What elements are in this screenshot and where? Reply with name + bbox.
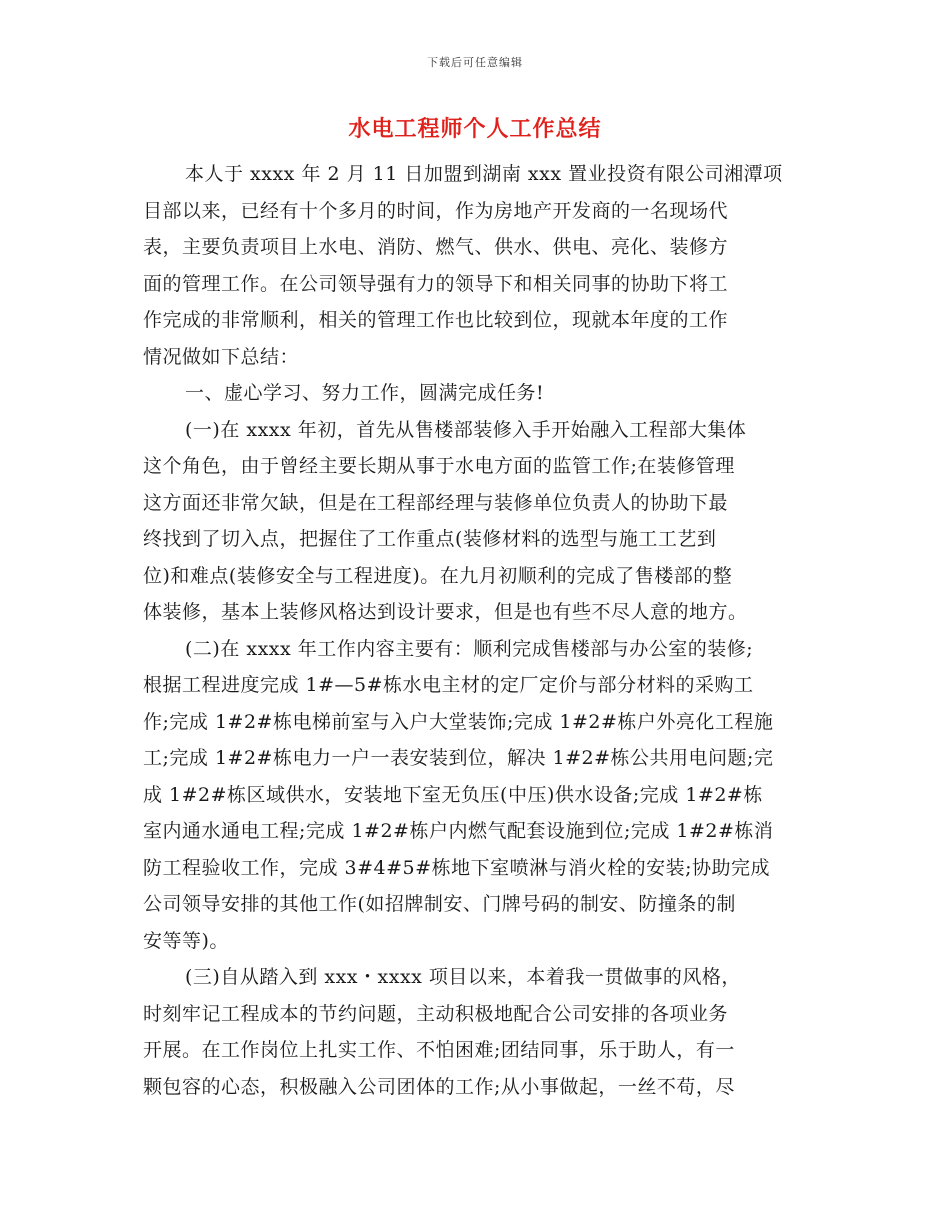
document-title: 水电工程师个人工作总结 xyxy=(348,116,602,142)
text-line: 根据工程进度完成 1#—5#栋水电主材的定厂定价与部分材料的采购工 xyxy=(143,674,754,696)
text-line: 作完成的非常顺利，相关的管理工作也比较到位，现就本年度的工作 xyxy=(143,309,729,331)
text-line: 体装修，基本上装修风格达到设计要求，但是也有些不尽人意的地方。 xyxy=(143,601,748,623)
text-line: (二)在 xxxx 年工作内容主要有：顺利完成售楼部与办公室的装修; xyxy=(185,637,754,660)
text-line: 时刻牢记工程成本的节约问题，主动积极地配合公司安排的各项业务 xyxy=(143,1002,729,1025)
text-line: 成 1#2#栋区域供水，安装地下室无负压(中压)供水设备;完成 1#2#栋 xyxy=(143,783,763,806)
text-line: 开展。在工作岗位上扎实工作、不怕困难;团结同事，乐于助人，有一 xyxy=(143,1039,735,1061)
text-line: 本人于 xxxx 年 2 月 11 日加盟到湖南 xxx 置业投资有限公司湘潭项 xyxy=(185,163,783,185)
text-line: 表，主要负责项目上水电、消防、燃气、供水、供电、亮化、装修方 xyxy=(143,236,729,258)
text-line: 作;完成 1#2#栋电梯前室与入户大堂装饰;完成 1#2#栋户外亮化工程施 xyxy=(143,710,774,733)
text-line: 室内通水通电工程;完成 1#2#栋户内燃气配套设施到位;完成 1#2#栋消 xyxy=(143,820,774,842)
text-line: 防工程验收工作，完成 3#4#5#栋地下室喷淋与消火栓的安装;协助完成 xyxy=(143,856,770,879)
text-line: 面的管理工作。在公司领导强有力的领导下和相关同事的协助下将工 xyxy=(143,272,729,295)
text-line: 目部以来，已经有十个多月的时间，作为房地产开发商的一名现场代 xyxy=(143,199,729,222)
text-line: 公司领导安排的其他工作(如招牌制安、门牌号码的制安、防撞条的制 xyxy=(143,893,736,915)
text-line: 一、虚心学习、努力工作，圆满完成任务! xyxy=(185,382,545,404)
text-line: 这方面还非常欠缺，但是在工程部经理与装修单位负责人的协助下最 xyxy=(143,491,729,514)
text-line: 这个角色，由于曾经主要长期从事于水电方面的监管工作;在装修管理 xyxy=(143,455,735,477)
header-note: 下载后可任意编辑 xyxy=(427,56,523,69)
text-line: 情况做如下总结： xyxy=(143,345,300,368)
text-line: 终找到了切入点，把握住了工作重点(装修材料的选型与施工工艺到 xyxy=(143,528,717,550)
text-line: 颗包容的心态，积极融入公司团体的工作;从小事做起，一丝不苟，尽 xyxy=(143,1075,735,1098)
text-line: (三)自从踏入到 xxx・xxxx 项目以来，本着我一贯做事的风格， xyxy=(185,966,741,988)
text-line: 位)和难点(装修安全与工程进度)。在九月初顺利的完成了售楼部的整 xyxy=(143,564,733,587)
document-body xyxy=(143,156,808,1105)
text-line: (一)在 xxxx 年初，首先从售楼部装修入手开始融入工程部大集体 xyxy=(185,418,747,441)
text-line: 安等等)。 xyxy=(143,929,229,952)
text-line: 工;完成 1#2#栋电力一户一表安装到位，解决 1#2#栋公共用电问题;完 xyxy=(143,747,774,769)
